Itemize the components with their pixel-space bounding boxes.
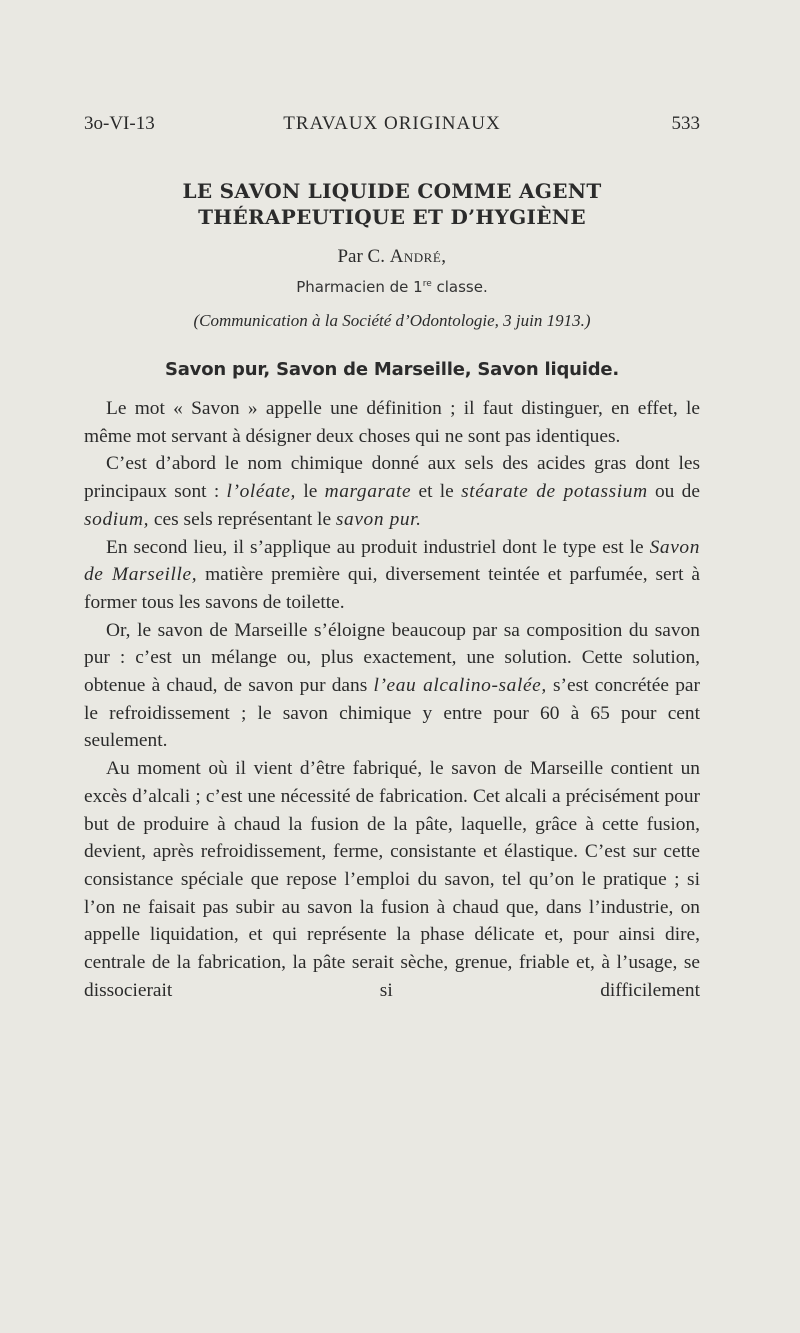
term-oleate: l’oléate, [226, 481, 297, 503]
paragraph-2 [84, 450, 700, 533]
paragraph-5: Au moment où il vient d’être fabriqué, le savon de Marseille contient un excès d’alcali ; c’est une nécessité de fabrication. Cet alcali a précisément pour but de produire à chaud la fusion de la pâte, laquelle, grâce à cette fusion, devient, après refroidissement, ferme, consistante et élastique. C’est sur cette consistance spéciale que repose l’emploi du savon, tel qu’on le pratique ; si l’on ne faisait pas subir au savon la fusion à chaud que, dans l’industrie, on appelle liquidation, et qui représente la phase délicate et, pour ainsi dire, centrale de la fabrication, la pâte serait sèche, grenue, friable et, à l’usage, se dissocierait si difficilement [84, 758, 700, 1001]
paragraph-3 [84, 534, 700, 617]
p4-text-b: s’est concrétée par le refroidissement ; le savon chimique y entre pour 60 à 65 pour cent seulement. [84, 675, 700, 752]
byline-prefix: Par C. [337, 246, 385, 267]
author-affiliation [84, 278, 700, 296]
affiliation-ordinal: re [422, 279, 432, 289]
title-line-2: THÉRAPEUTIQUE ET D’HYGIÈNE [198, 205, 586, 229]
paragraph-4 [84, 617, 700, 756]
term-margarate: margarate [324, 481, 412, 503]
p3-text-b: matière première qui, diversement teintée et parfumée, sert à former tous les savons de toilette. [84, 564, 700, 613]
article-body [84, 395, 700, 1004]
term-savon-pur: savon pur. [335, 508, 422, 530]
affiliation-text: Pharmacien de 1 [296, 278, 423, 296]
title-line-1: LE SAVON LIQUIDE COMME AGENT [182, 179, 602, 203]
p2-text-c: et le [411, 481, 462, 503]
author-name: André, [389, 246, 447, 267]
term-sodium: sodium, [84, 508, 150, 530]
affiliation-tail: classe. [431, 278, 488, 296]
term-savon-marseille: Savon de Marseille, [84, 536, 700, 586]
p4-text-a: Or, le savon de Marseille s’éloigne beaucoup par sa composition du savon pur : c’est un mélange ou, plus exactement, une solution. Cette solution, obtenue à chaud, de savon pur dans [84, 619, 700, 697]
article-title [84, 178, 700, 230]
header-date: 3o-VI-13 [84, 113, 155, 134]
p3-text-a: En second lieu, il s’applique au produit industriel dont le type est le [106, 536, 650, 558]
page-number: 533 [671, 113, 700, 134]
p2-text-a: C’est d’abord le nom chimique donné aux sels des acides gras dont les principaux sont : [84, 453, 700, 503]
byline [84, 246, 700, 268]
p2-text-b: le [296, 481, 325, 503]
running-head [84, 113, 700, 143]
header-section: TRAVAUX ORIGINAUX [283, 113, 501, 134]
paragraph-1: Le mot « Savon » appelle une définition ; il faut distinguer, en effet, le même mot servant à désigner deux choses qui ne sont pas identiques. [84, 398, 700, 447]
p2-text-d: ou de [647, 481, 700, 503]
communication-note: (Communication à la Société d’Odontologie, 3 juin 1913.) [193, 311, 591, 330]
p2-text-e: ces sels représentant le [149, 508, 336, 530]
term-eau-alcalino-salee: l’eau alcalino-salée, [373, 675, 547, 697]
section-heading: Savon pur, Savon de Marseille, Savon liquide. [164, 359, 620, 380]
term-stearate: stéarate de potassium [461, 481, 648, 503]
